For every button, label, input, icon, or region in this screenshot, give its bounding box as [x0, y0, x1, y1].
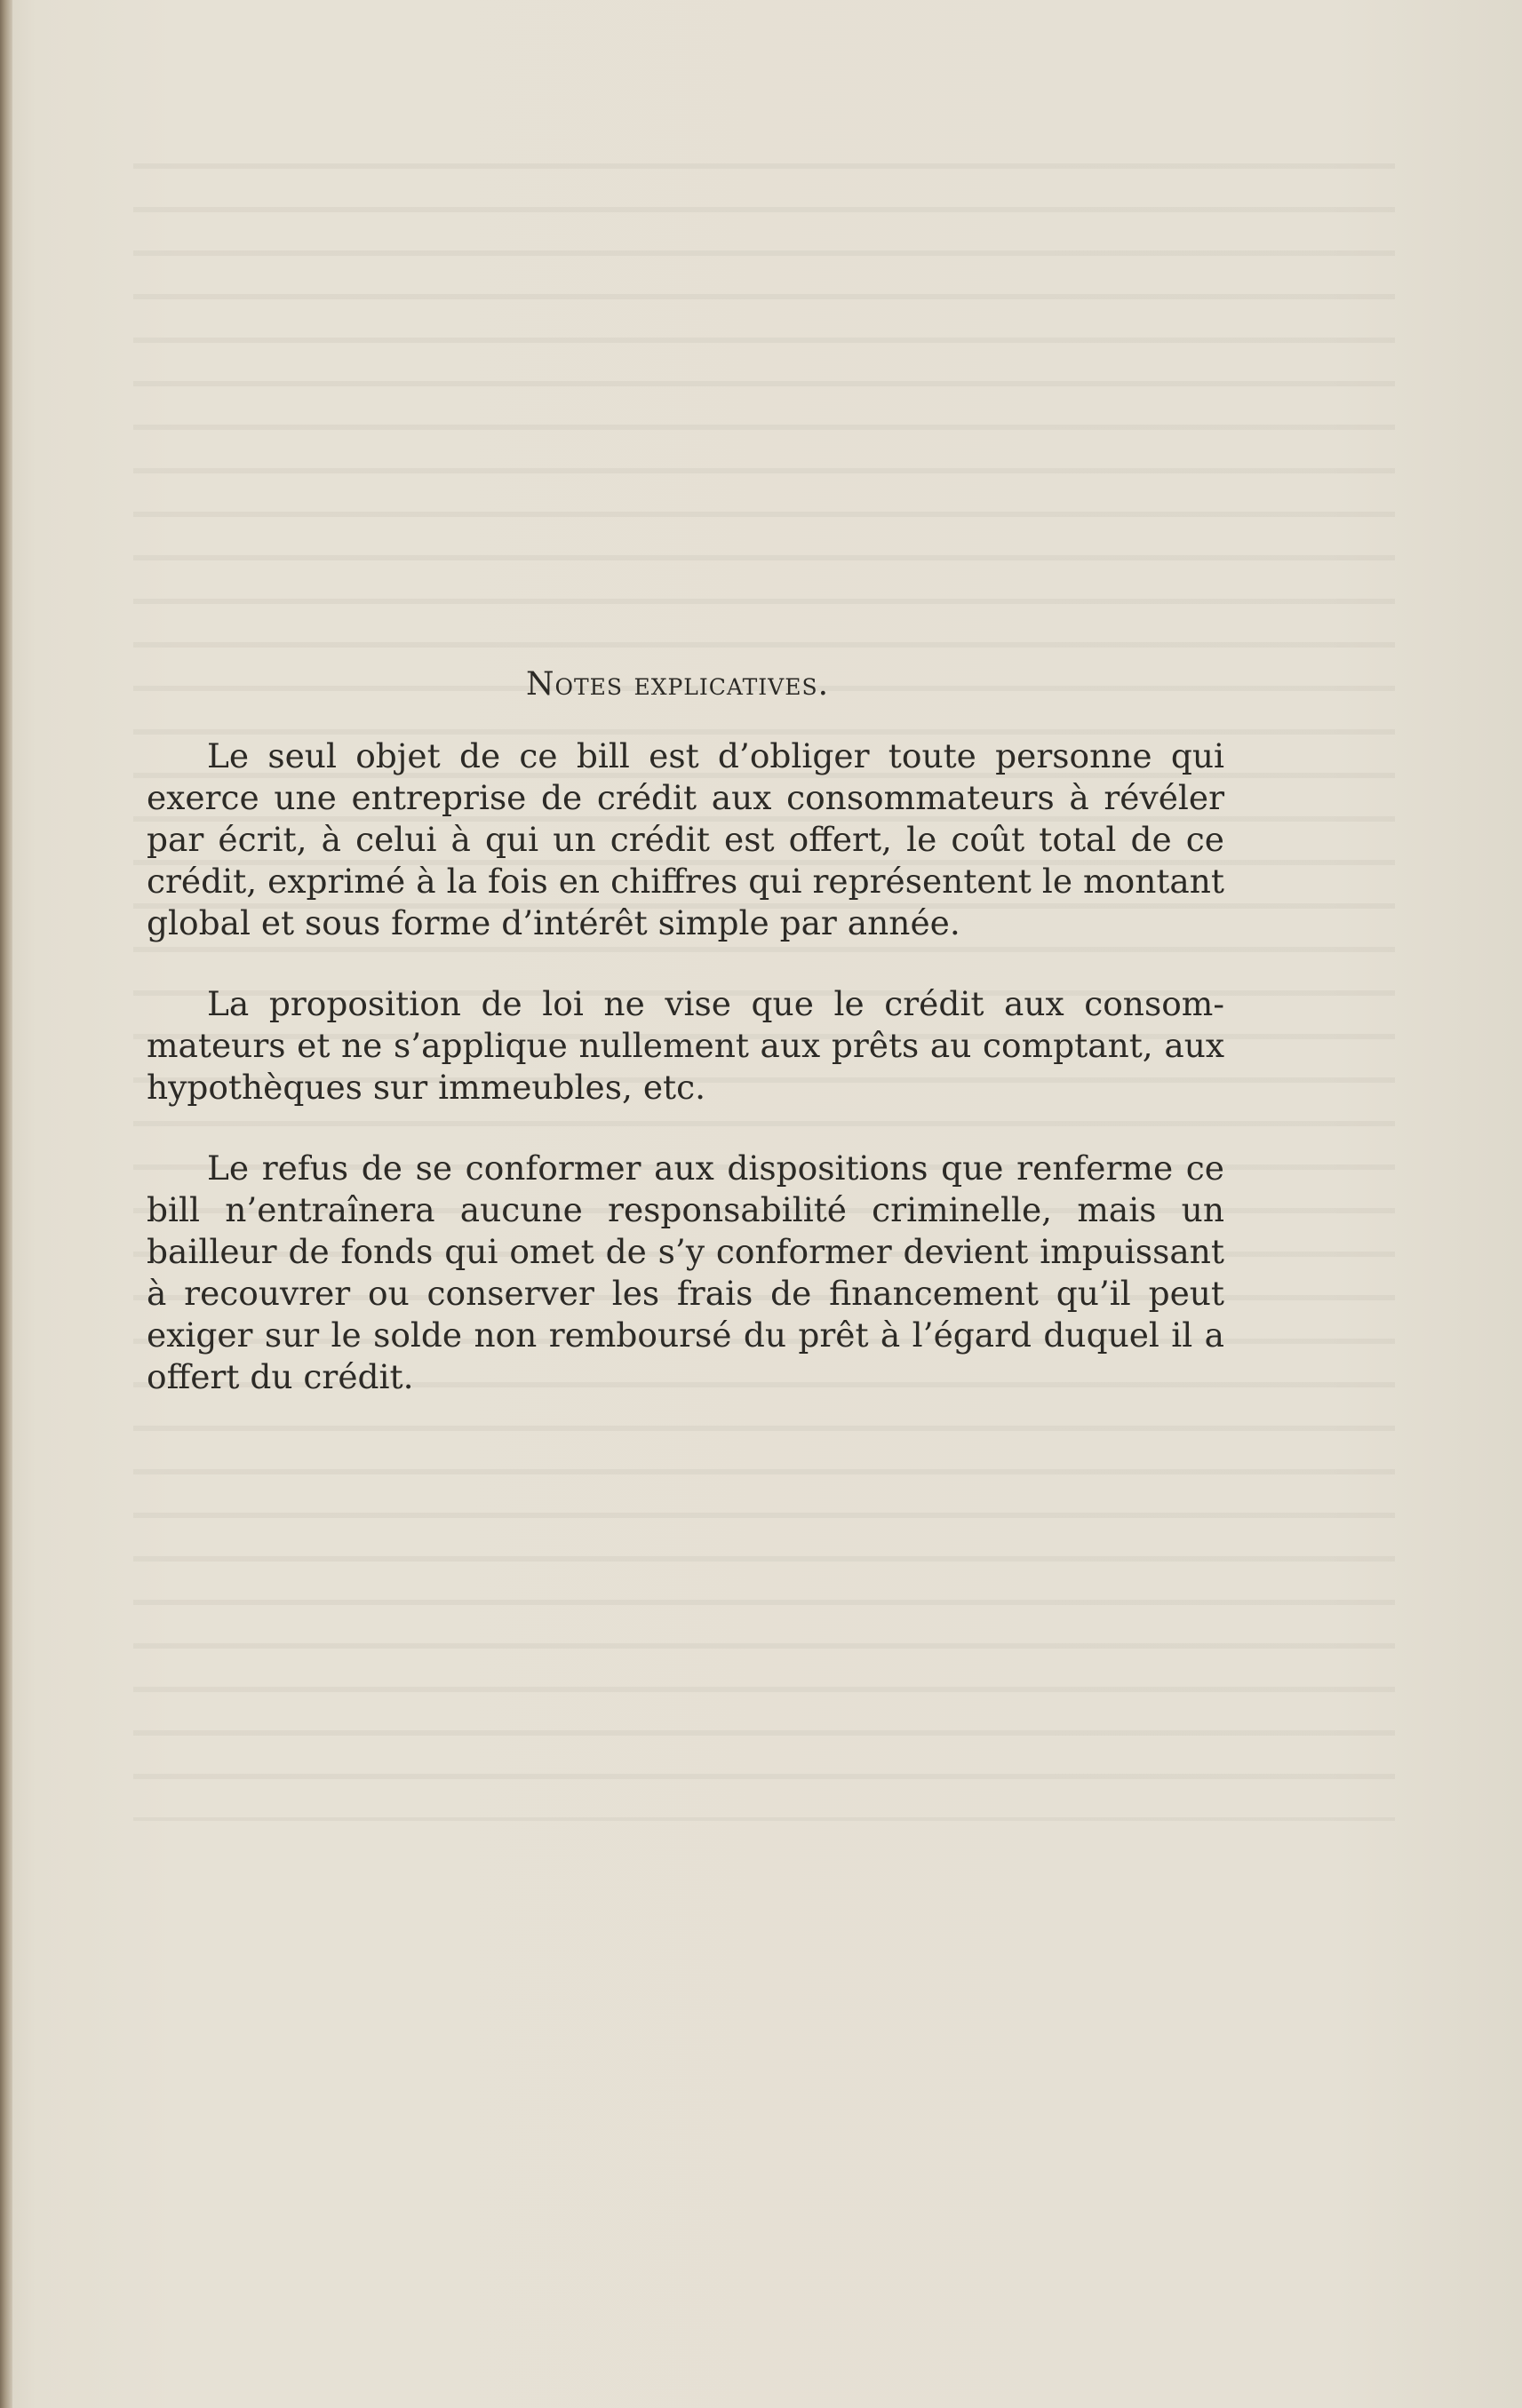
notes-heading: Notes explicatives.	[525, 666, 830, 703]
paragraph-penalty: Le refus de se conformer aux dispositions que renferme ce bill n’entraînera aucune responsabilité criminelle, mais un bailleur de fonds qui omet de s’y conformer devient impuissant à recouvrer ou conserver les frais de financement qu’il peut exiger sur le solde non remboursé du prêt à l’égard duquel il a offert du crédit.	[147, 1148, 1224, 1396]
paragraph-scope: La proposition de loi ne vise que le crédit aux consommateurs et ne s’applique nullement aux prêts au comptant, aux hypothèques sur immeubles, etc.	[147, 984, 1224, 1107]
paragraph-purpose: Le seul objet de ce bill est d’obliger toute personne qui exerce une entreprise de crédit aux consommateurs à révéler par écrit, à celui à qui un crédit est offert, le coût total de ce crédit, exprimé à la fois en chiffres qui représentent le montant global et sous forme d’intérêt simple par année.	[147, 736, 1224, 942]
notes-body	[147, 735, 1224, 1437]
page-binding-edge	[0, 0, 12, 2408]
